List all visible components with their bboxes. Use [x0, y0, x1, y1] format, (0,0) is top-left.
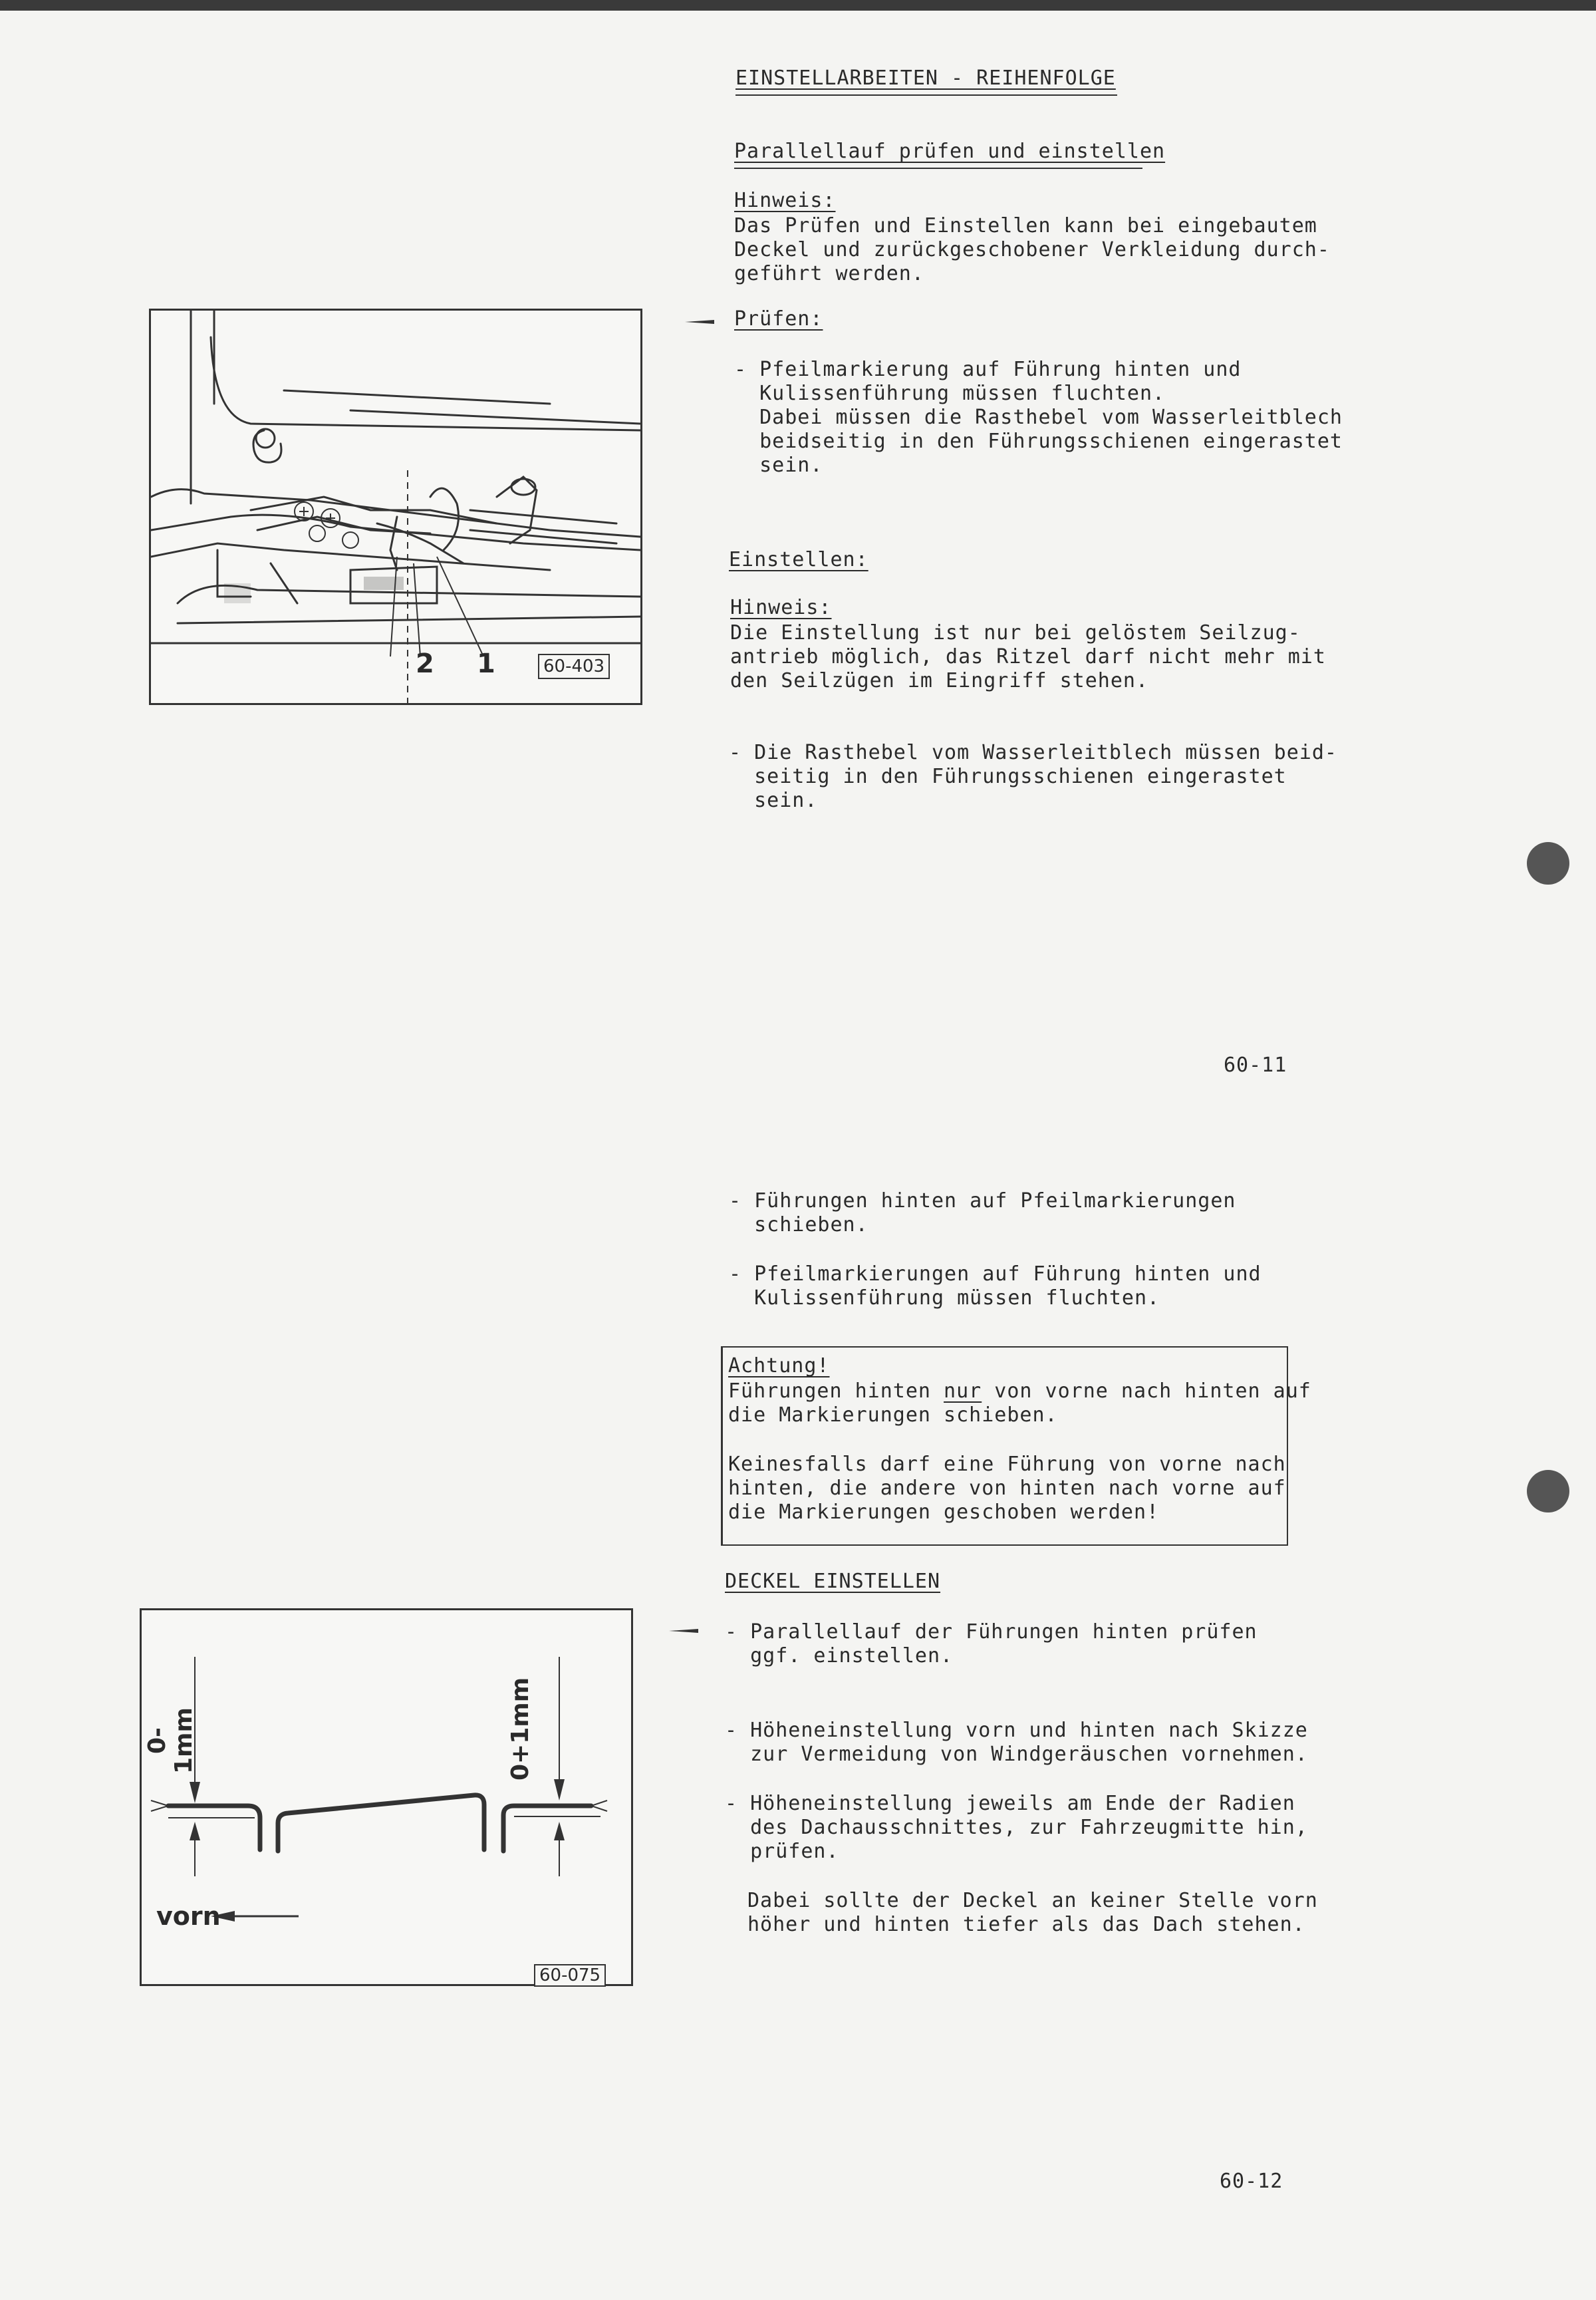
note-text-1: Das Prüfen und Einstellen kann bei eingebautem — [734, 214, 1317, 237]
p2-item-4-line-2: zur Vermeidung von Windgeräuschen vornehmen. — [725, 1743, 1308, 1766]
check-item-5: sein. — [734, 454, 823, 477]
p2-item-4-line-1: - Höheneinstellung vorn und hinten nach Skizze — [725, 1719, 1308, 1742]
direction-label: vorn — [156, 1902, 221, 1931]
caution-para2-line-1: Keinesfalls darf eine Führung von vorne nach — [728, 1453, 1286, 1476]
p2-followup-line-1: Dabei sollte der Deckel an keiner Stelle vorn — [747, 1889, 1318, 1912]
check-item-2: Kulissenführung müssen fluchten. — [734, 382, 1166, 405]
pointer-arrow-icon-2 — [669, 1629, 698, 1633]
p2-item-5-line-2: des Dachausschnittes, zur Fahrzeugmitte hin, — [725, 1816, 1308, 1839]
callout-label-2: 2 — [416, 648, 434, 679]
caution-emphasis: nur — [944, 1379, 982, 1403]
p2-item-1-line-1: - Führungen hinten auf Pfeilmarkierungen — [729, 1189, 1236, 1213]
punch-hole-bottom — [1527, 1470, 1569, 1512]
page-number-2: 60-12 — [1220, 2170, 1283, 2193]
p2-item-1-line-2: schieben. — [729, 1213, 868, 1236]
caution-line-1-post: von vorne nach hinten auf — [982, 1379, 1311, 1403]
p2-item-5-line-1: - Höheneinstellung jeweils am Ende der Radien — [725, 1792, 1295, 1815]
p2-item-5-line-3: prüfen. — [725, 1840, 839, 1863]
caution-para2-line-3: die Markierungen geschoben werden! — [728, 1501, 1160, 1524]
note2-text-3: den Seilzügen im Eingriff stehen. — [730, 669, 1149, 692]
punch-hole-top — [1527, 842, 1569, 885]
subheading: Parallellauf prüfen und einstellen — [734, 140, 1166, 163]
caution-para2-line-2: hinten, die andere von hinten nach vorne auf — [728, 1477, 1286, 1500]
check-label: Prüfen: — [734, 307, 823, 331]
caution-line-1-pre: Führungen hinten — [728, 1379, 944, 1403]
p2-item-3-line-1: - Parallellauf der Führungen hinten prüfen — [725, 1620, 1258, 1644]
figure-code-2: 60-075 — [534, 1964, 606, 1987]
mechanism-drawing — [151, 311, 640, 703]
caution-title: Achtung! — [728, 1354, 830, 1377]
adjust-item-1: - Die Rasthebel vom Wasserleitblech müssen beid- — [729, 741, 1337, 764]
p2-followup-line-2: höher und hinten tiefer als das Dach stehen. — [747, 1913, 1305, 1936]
pointer-arrow-icon — [685, 320, 714, 324]
callout-label-1: 1 — [477, 648, 495, 679]
check-item-4: beidseitig in den Führungsschienen eingerastet — [734, 430, 1343, 453]
adjust-item-2: seitig in den Führungsschienen eingerastet — [729, 765, 1287, 788]
figure-code: 60-403 — [538, 654, 610, 679]
check-item-1: - Pfeilmarkierung auf Führung hinten und — [734, 358, 1242, 381]
note2-text-2: antrieb möglich, das Ritzel darf nicht mehr mit — [730, 645, 1326, 668]
p2-item-2-line-1: - Pfeilmarkierungen auf Führung hinten und — [729, 1262, 1262, 1286]
heading-rule — [735, 94, 1117, 96]
page-number-1: 60-11 — [1224, 1054, 1287, 1077]
right-gap-label: 0+1mm — [507, 1677, 534, 1781]
check-item-3: Dabei müssen die Rasthebel vom Wasserleitblech — [734, 406, 1343, 429]
note-label: Hinweis: — [734, 189, 836, 212]
adjust-item-3: sein. — [729, 789, 818, 812]
note-text-3: geführt werden. — [734, 262, 924, 285]
left-gap-label: 0-1mm — [144, 1707, 198, 1775]
note2-label: Hinweis: — [730, 596, 832, 619]
caution-box — [721, 1346, 1311, 1546]
section-heading: EINSTELLARBEITEN - REIHENFOLGE — [735, 67, 1116, 90]
note2-text-1: Die Einstellung ist nur bei gelöstem Seilzug- — [730, 621, 1301, 645]
p2-item-2-line-2: Kulissenführung müssen fluchten. — [729, 1286, 1160, 1310]
subheading-rule — [734, 168, 1142, 169]
scan-top-edge — [0, 0, 1596, 11]
p2-item-3-line-2: ggf. einstellen. — [725, 1644, 954, 1667]
caution-line-2: die Markierungen schieben. — [728, 1403, 1058, 1427]
deckel-heading: DECKEL EINSTELLEN — [725, 1570, 941, 1593]
figure-60-075 — [140, 1608, 633, 1986]
figure-60-403 — [149, 309, 642, 705]
caution-line-1 — [728, 1379, 1311, 1403]
note-text-2: Deckel und zurückgeschobener Verkleidung durch- — [734, 238, 1330, 261]
adjust-label: Einstellen: — [729, 548, 868, 571]
